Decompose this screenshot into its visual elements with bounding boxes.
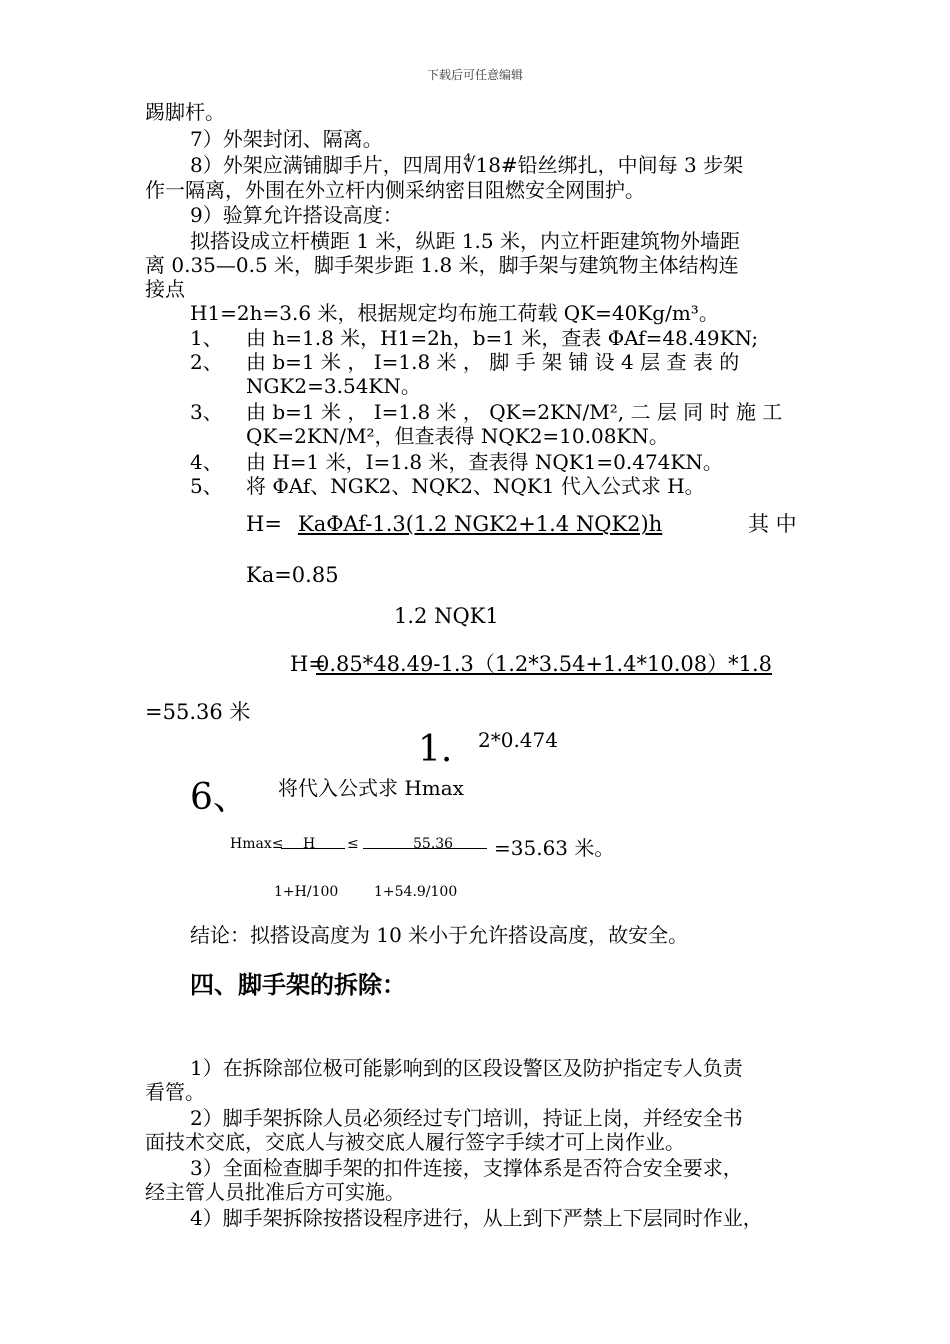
text-line: 接点 [145, 277, 185, 301]
item-number: 6、 [190, 777, 249, 818]
text-line: 1）在拆除部位极可能影响到的区段设警区及防护指定专人负责 [190, 1056, 743, 1080]
page-header: 下载后可任意编辑 [426, 68, 523, 82]
text-line: 2）脚手架拆除人员必须经过专门培训，持证上岗，并经安全书 [190, 1106, 743, 1130]
item-number: 1、 [190, 326, 223, 350]
item-text: 将代入公式求 Hmax [278, 776, 464, 800]
text-line: 7）外架封闭、隔离。 [190, 127, 383, 151]
text-line: 踢脚杆。 [145, 100, 225, 124]
item-text: 由 h=1.8 米，H1=2h，b=1 米，查表 ΦAf=48.49KN; [246, 326, 759, 350]
text-line: 离 0.35—0.5 米，脚手架步距 1.8 米，脚手架与建筑物主体结构连 [145, 253, 739, 277]
text-line: H1=2h=3.6 米，根据规定均布施工荷载 QK=40Kg/m³。 [190, 301, 719, 325]
formula-h2-denominator: 2*0.474 [478, 728, 558, 752]
item-text: QK=2KN/M²，但查表得 NQK2=10.08KN。 [246, 424, 669, 448]
text-line: 看管。 [145, 1080, 205, 1104]
text-line: 拟搭设成立杆横距 1 米，纵距 1.5 米，内立杆距建筑物外墙距 [190, 229, 740, 253]
item-number: 3、 [190, 400, 223, 424]
le-sign: ≤ [347, 836, 359, 852]
fraction2-denominator: 1+54.9/100 [374, 884, 458, 900]
formula-h2-label: H= [290, 652, 326, 676]
hmax-result: =35.63 米。 [494, 836, 615, 860]
formula-ka: Ka=0.85 [246, 563, 339, 587]
text-line: 作一隔离，外围在外立杆内侧采纳密目阻燃安全网围护。 [145, 178, 645, 202]
text-line: 8）外架应满铺脚手片，四周用∜18#铅丝绑扎，中间每 3 步架 [190, 153, 744, 177]
fraction1-bar [281, 848, 345, 849]
item-text: 由 H=1 米，I=1.8 米，查表得 NQK1=0.474KN。 [246, 450, 723, 474]
formula-numerator: KaΦAf-1.3(1.2 NGK2+1.4 NQK2)h [298, 512, 663, 536]
text-line: 经主管人员批准后方可实施。 [145, 1180, 405, 1204]
formula-h2-numerator: 0.85*48.49-1.3（1.2*3.54+1.4*10.08）*1.8 [316, 652, 773, 676]
fraction1-numerator: H [303, 836, 316, 852]
item-text: NGK2=3.54KN。 [246, 374, 421, 398]
item-text: 由 b=1 米 ， I=1.8 米 ， 脚 手 架 铺 设 4 层 查 表 的 [246, 350, 740, 374]
item-number: 2、 [190, 350, 223, 374]
item-number: 4、 [190, 450, 223, 474]
item-text: 将 ΦAf、NGK2、NQK2、NQK1 代入公式求 H。 [246, 474, 705, 498]
formula-h-label: H= [246, 512, 282, 536]
section-title: 四、脚手架的拆除： [190, 970, 406, 999]
hmax-label: Hmax≤ [230, 836, 284, 852]
text-line: 4）脚手架拆除按搭设程序进行，从上到下严禁上下层同时作业， [190, 1206, 763, 1230]
text-line: 9）验算允许搭设高度： [190, 203, 403, 227]
formula-qizhong: 其 中 [748, 512, 797, 536]
item-number: 5、 [190, 474, 223, 498]
conclusion: 结论：拟搭设高度为 10 米小于允许搭设高度，故安全。 [190, 923, 689, 947]
fraction2-bar [363, 848, 487, 849]
formula-h2-den-lead: 1. [418, 729, 453, 770]
fraction2-numerator: 55.36 [413, 836, 454, 852]
text-line: 面技术交底，交底人与被交底人履行签字手续才可上岗作业。 [145, 1130, 685, 1154]
formula-h2-result: =55.36 米 [145, 700, 251, 724]
text-line: 3）全面检查脚手架的扣件连接，支撑体系是否符合安全要求， [190, 1156, 743, 1180]
fraction1-denominator: 1+H/100 [274, 884, 339, 900]
formula-denominator: 1.2 NQK1 [394, 604, 499, 628]
item-text: 由 b=1 米 ， I=1.8 米 ， QK=2KN/M², 二 层 同 时 施 工 [246, 400, 783, 424]
